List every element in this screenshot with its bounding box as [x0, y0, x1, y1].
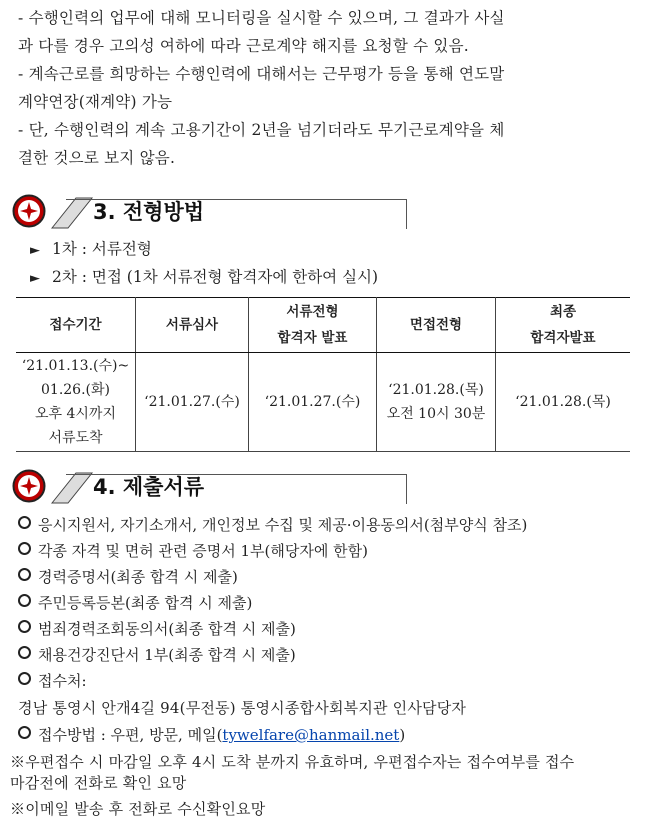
circle-bullet-icon	[18, 542, 31, 555]
header-cell: 서류전형 합격자 발표	[249, 298, 377, 353]
circle-bullet-icon	[18, 646, 31, 659]
step-1-text: 1차 : 서류전형	[52, 240, 152, 258]
intro-line-5: - 단, 수행인력의 계속 고용기간이 2년을 넘기더라도 무기근로계약을 체	[18, 121, 505, 139]
section-4-header	[8, 467, 406, 505]
circle-bullet-icon	[18, 594, 31, 607]
intro-line-3: - 계속근로를 희망하는 수행인력에 대해서는 근무평가 등을 통해 연도말	[18, 65, 505, 83]
note-line-1: ※우편접수 시 마감일 오후 4시 도착 분까지 유효하며, 우편접수자는 접수여부를 접수	[10, 753, 575, 771]
note-line-2: 마감전에 전화로 확인 요망	[10, 774, 187, 792]
header-cell: 최종 합격자발표	[496, 298, 631, 353]
intro-line-4: 계약연장(재계약) 가능	[18, 93, 173, 111]
schedule-table	[16, 297, 630, 452]
header-cell: 서류심사	[136, 298, 249, 353]
section-4-title: 4. 제출서류	[93, 475, 205, 499]
note-line-3: ※이메일 발송 후 전화로 수신확인요망	[10, 800, 266, 818]
data-cell: ‘21.01.28.(목) 오전 10시 30분	[377, 353, 496, 452]
circle-bullet-icon	[18, 516, 31, 529]
data-cell: ‘21.01.13.(수)~ 01.26.(화) 오후 4시까지 서류도착	[16, 353, 136, 452]
intro-line-6: 결한 것으로 보지 않음.	[18, 149, 176, 167]
method-line: 접수방법 : 우편, 방문, 메일(tywelfare@hanmail.net)	[18, 724, 405, 745]
doc-item: 채용건강진단서 1부(최종 합격 시 제출)	[18, 644, 296, 665]
circle-bullet-icon	[18, 568, 31, 581]
data-cell: ‘21.01.27.(수)	[136, 353, 249, 452]
email-link[interactable]: tywelfare@hanmail.net	[222, 726, 400, 744]
doc-item: 주민등록등본(최종 합격 시 제출)	[18, 592, 252, 613]
circle-bullet-icon	[18, 672, 31, 685]
section-3-title: 3. 전형방법	[93, 200, 205, 224]
data-cell: ‘21.01.28.(목)	[496, 353, 631, 452]
header-cell: 접수기간	[16, 298, 136, 353]
arrow-icon: ►	[30, 271, 40, 286]
table-header-row	[16, 298, 630, 353]
circle-bullet-icon	[18, 726, 31, 739]
header-cell: 면접전형	[377, 298, 496, 353]
cross-emblem-icon	[12, 469, 46, 503]
doc-item: 범죄경력조회동의서(최종 합격 시 제출)	[18, 618, 296, 639]
intro-line-1: - 수행인력의 업무에 대해 모니터링을 실시할 수 있으며, 그 결과가 사실	[18, 9, 505, 27]
step-2	[30, 265, 378, 287]
step-2-text: 2차 : 면접 (1차 서류전형 합격자에 한하여 실시)	[52, 268, 379, 286]
section-3-header	[8, 192, 406, 230]
cross-emblem-icon	[12, 194, 46, 228]
table-row	[16, 353, 630, 452]
step-1	[30, 237, 152, 259]
doc-item: 접수처:	[18, 670, 87, 691]
circle-bullet-icon	[18, 620, 31, 633]
doc-item: 응시지원서, 자기소개서, 개인정보 수집 및 제공·이용동의서(첨부양식 참조)	[18, 514, 527, 535]
doc-item: 각종 자격 및 면허 관련 증명서 1부(해당자에 한함)	[18, 540, 368, 561]
address: 경남 통영시 안개4길 94(무전동) 통영시종합사회복지관 인사담당자	[18, 699, 467, 717]
doc-item: 경력증명서(최종 합격 시 제출)	[18, 566, 238, 587]
arrow-icon: ►	[30, 243, 40, 258]
intro-line-2: 과 다를 경우 고의성 여하에 따라 근로계약 해지를 요청할 수 있음.	[18, 37, 469, 55]
data-cell: ‘21.01.27.(수)	[249, 353, 377, 452]
